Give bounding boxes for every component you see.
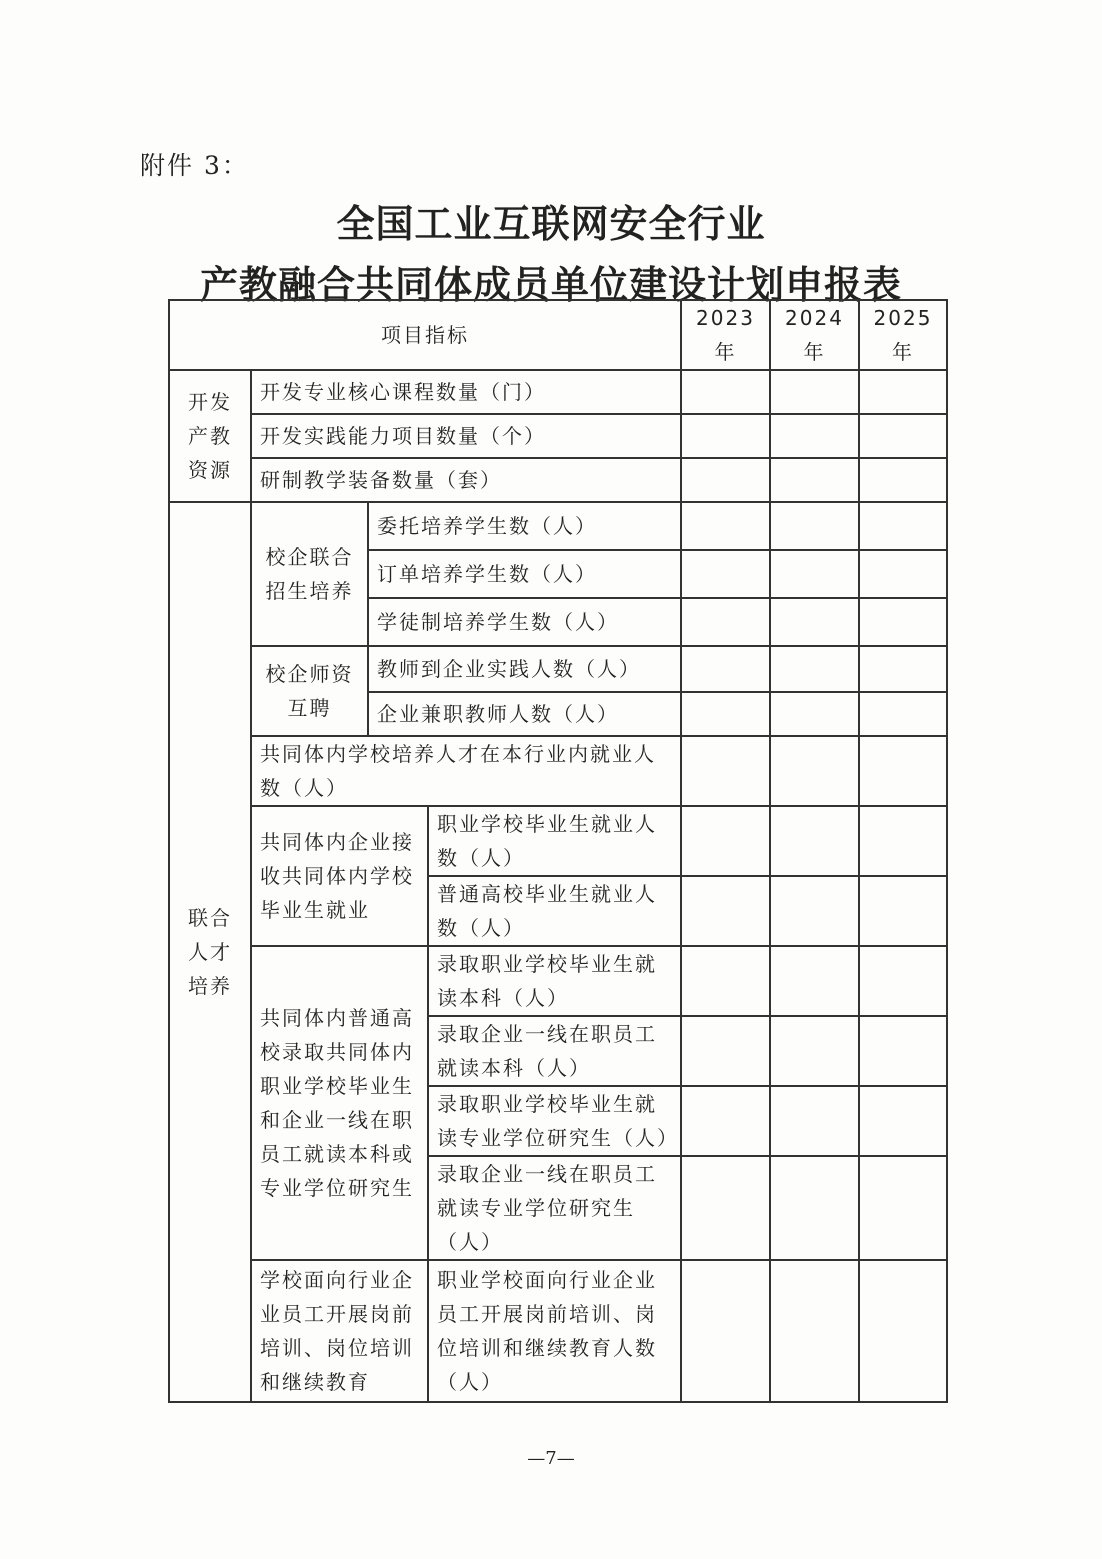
input-cell-2024[interactable] [770, 598, 859, 646]
row-label: 职业学校毕业生就业人数（人） [428, 806, 681, 876]
input-cell-2023[interactable] [681, 646, 770, 692]
input-cell-2025[interactable] [859, 876, 947, 946]
input-cell-2024[interactable] [770, 646, 859, 692]
row-label: 学徒制培养学生数（人） [368, 598, 681, 646]
input-cell-2024[interactable] [770, 1086, 859, 1156]
input-cell-2023[interactable] [681, 458, 770, 502]
input-cell-2024[interactable] [770, 806, 859, 876]
input-cell-2024[interactable] [770, 692, 859, 736]
input-cell-2023[interactable] [681, 1016, 770, 1086]
table-row [169, 1260, 947, 1402]
input-cell-2025[interactable] [859, 458, 947, 502]
page-number: —7— [527, 1448, 575, 1469]
group-enroll-label: 校企联合招生培养 [251, 502, 368, 646]
input-cell-2025[interactable] [859, 1016, 947, 1086]
input-cell-2025[interactable] [859, 1086, 947, 1156]
input-cell-2024[interactable] [770, 1156, 859, 1260]
input-cell-2023[interactable] [681, 736, 770, 806]
table-row [169, 458, 947, 502]
input-cell-2024[interactable] [770, 736, 859, 806]
table-row [169, 414, 947, 458]
input-cell-2025[interactable] [859, 502, 947, 550]
input-cell-2025[interactable] [859, 1260, 947, 1402]
input-cell-2023[interactable] [681, 414, 770, 458]
row-label: 委托培养学生数（人） [368, 502, 681, 550]
input-cell-2025[interactable] [859, 646, 947, 692]
table-row [169, 946, 947, 1016]
row-label: 录取企业一线在职员工就读本科（人） [428, 1016, 681, 1086]
input-cell-2023[interactable] [681, 876, 770, 946]
input-cell-2024[interactable] [770, 502, 859, 550]
header-year-2023: 2023年 [681, 300, 770, 370]
input-cell-2023[interactable] [681, 598, 770, 646]
group-training-label: 学校面向行业企业员工开展岗前培训、岗位培训和继续教育 [251, 1260, 428, 1402]
input-cell-2024[interactable] [770, 414, 859, 458]
table-row [169, 646, 947, 692]
input-cell-2023[interactable] [681, 692, 770, 736]
input-cell-2024[interactable] [770, 1260, 859, 1402]
input-cell-2025[interactable] [859, 414, 947, 458]
input-cell-2023[interactable] [681, 502, 770, 550]
section-dev-label: 开发产教资源 [169, 370, 251, 502]
row-label: 普通高校毕业生就业人数（人） [428, 876, 681, 946]
row-label: 订单培养学生数（人） [368, 550, 681, 598]
section-talent-label: 联合人才培养 [169, 502, 251, 1402]
row-label: 开发专业核心课程数量（门） [251, 370, 681, 414]
row-label: 研制教学装备数量（套） [251, 458, 681, 502]
input-cell-2024[interactable] [770, 458, 859, 502]
header-year-2025: 2025年 [859, 300, 947, 370]
header-year-2024: 2024年 [770, 300, 859, 370]
input-cell-2024[interactable] [770, 946, 859, 1016]
input-cell-2023[interactable] [681, 1086, 770, 1156]
document-title-line-1: 全国工业互联网安全行业 [336, 201, 766, 246]
row-label: 录取职业学校毕业生就读本科（人） [428, 946, 681, 1016]
input-cell-2025[interactable] [859, 736, 947, 806]
table-header-row [169, 300, 947, 370]
input-cell-2025[interactable] [859, 806, 947, 876]
row-label: 录取职业学校毕业生就读专业学位研究生（人） [428, 1086, 681, 1156]
input-cell-2025[interactable] [859, 550, 947, 598]
input-cell-2025[interactable] [859, 692, 947, 736]
attachment-label: 附件 3： [140, 151, 249, 180]
input-cell-2023[interactable] [681, 370, 770, 414]
input-cell-2024[interactable] [770, 550, 859, 598]
table-row [169, 370, 947, 414]
group-teachers-label: 校企师资互聘 [251, 646, 368, 736]
input-cell-2024[interactable] [770, 370, 859, 414]
row-label: 企业兼职教师人数（人） [368, 692, 681, 736]
header-indicator: 项目指标 [169, 300, 681, 370]
document-title-line-2: 产教融合共同体成员单位建设计划申报表 [199, 262, 902, 307]
input-cell-2025[interactable] [859, 946, 947, 1016]
table-row [169, 806, 947, 876]
row-label: 教师到企业实践人数（人） [368, 646, 681, 692]
row-label: 录取企业一线在职员工就读专业学位研究生（人） [428, 1156, 681, 1260]
input-cell-2025[interactable] [859, 1156, 947, 1260]
input-cell-2023[interactable] [681, 806, 770, 876]
group-admission-label: 共同体内普通高校录取共同体内职业学校毕业生和企业一线在职员工就读本科或专业学位研究生 [251, 946, 428, 1260]
input-cell-2023[interactable] [681, 1156, 770, 1260]
plan-table [168, 299, 948, 1403]
table-row [169, 736, 947, 806]
row-label: 共同体内学校培养人才在本行业内就业人数（人） [251, 736, 681, 806]
input-cell-2023[interactable] [681, 550, 770, 598]
row-label: 开发实践能力项目数量（个） [251, 414, 681, 458]
row-label: 职业学校面向行业企业员工开展岗前培训、岗位培训和继续教育人数（人） [428, 1260, 681, 1402]
input-cell-2024[interactable] [770, 876, 859, 946]
input-cell-2025[interactable] [859, 370, 947, 414]
table-row [169, 502, 947, 550]
input-cell-2023[interactable] [681, 946, 770, 1016]
group-graduate-employment-label: 共同体内企业接收共同体内学校毕业生就业 [251, 806, 428, 946]
input-cell-2024[interactable] [770, 1016, 859, 1086]
input-cell-2023[interactable] [681, 1260, 770, 1402]
input-cell-2025[interactable] [859, 598, 947, 646]
